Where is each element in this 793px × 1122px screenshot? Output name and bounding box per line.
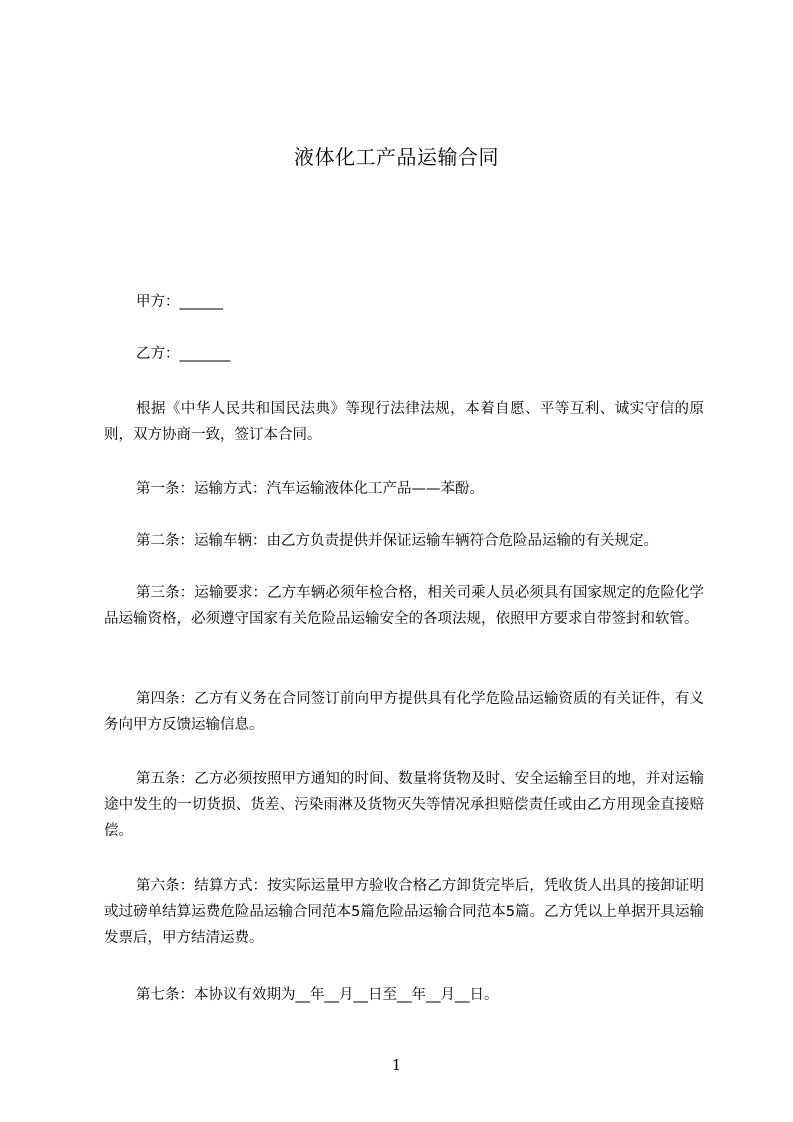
document-title: 液体化工产品运输合同: [294, 145, 499, 169]
clause-7: 第七条：本协议有效期为__年__月__日至__年__月__日。: [136, 987, 499, 1003]
preamble-paragraph: 根据《中华人民共和国民法典》等现行法律法规，本着自愿、平等互利、诚实守信的原则，双方协商一致，签订本合同。: [104, 401, 704, 443]
clause-5: 第五条：乙方必须按照甲方通知的时间、数量将货物及时、安全运输至目的地，并对运输途中发生的一切货损、货差、污染雨淋及货物灭失等情况承担赔偿责任或由乙方用现金直接赔偿。: [104, 771, 704, 839]
page-number: 1: [391, 1056, 402, 1074]
clause-6: 第六条：结算方式：按实际运量甲方验收合格乙方卸货完毕后，凭收货人出具的接卸证明或过磅单结算运费危险品运输合同范本5篇危险品运输合同范本5篇。乙方凭以上单据开具运输发票后，甲方结清运费。: [104, 878, 704, 946]
clause-3: 第三条：运输要求：乙方车辆必须年检合格，相关司乘人员必须具有国家规定的危险化学品运输资格，必须遵守国家有关危险品运输安全的各项法规，依照甲方要求自带签封和软管。: [104, 585, 704, 627]
party-a-line: 甲方：______: [136, 294, 223, 310]
clause-4: 第四条：乙方有义务在合同签订前向甲方提供具有化学危险品运输资质的有关证件，有义务向甲方反馈运输信息。: [104, 691, 704, 733]
party-b-line: 乙方：_______: [136, 346, 231, 362]
clause-1: 第一条：运输方式：汽车运输液体化工产品——苯酚。: [136, 481, 484, 497]
clause-2: 第二条：运输车辆：由乙方负责提供并保证运输车辆符合危险品运输的有关规定。: [136, 533, 658, 549]
